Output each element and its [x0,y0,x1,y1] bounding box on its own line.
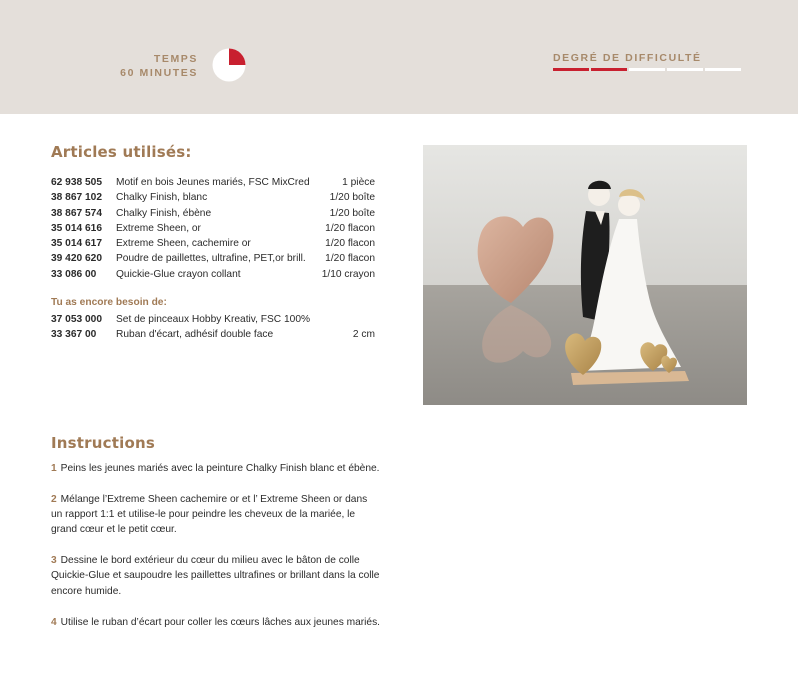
article-code: 35 014 617 [51,238,102,250]
article-row [51,236,375,251]
article-code: 35 014 616 [51,222,102,234]
difficulty-segment [705,68,741,71]
articles-title: Articles utilisés: [51,143,192,161]
article-code: 33 367 00 [51,329,97,341]
article-row [51,327,375,342]
time-info [120,52,198,80]
step-text: Utilise le ruban d’écart pour coller les cœurs lâches aux jeunes mariés. [60,616,381,628]
header-band [0,0,798,114]
article-desc: Extreme Sheen, or [116,222,201,234]
extra-title: Tu as encore besoin de: [51,297,167,308]
difficulty-segment [629,68,665,71]
step-number: 4 [51,616,57,628]
instruction-step [51,615,381,630]
article-qty: 1/20 boîte [329,207,375,219]
difficulty-segment [667,68,703,71]
article-code: 33 086 00 [51,268,97,280]
article-code: 38 867 102 [51,192,102,204]
article-qty: 1 pièce [342,177,375,188]
article-code: 39 420 620 [51,253,102,265]
articles-list [51,175,375,282]
step-number: 3 [51,555,57,567]
step-text: Mélange l’Extreme Sheen cachemire or et l’ Extreme Sheen or dans un rapport 1:1 et utilise-le pour peindre les cheveux de la mariée, le grand cœur et le petit cœur. [51,493,368,536]
article-desc: Chalky Finish, blanc [116,192,208,204]
article-row [51,312,375,327]
article-desc: Set de pinceaux Hobby Kreativ, FSC 100% [116,314,311,325]
article-row [51,221,375,236]
article-qty: 1/20 flacon [325,238,375,250]
step-number: 1 [51,463,57,474]
article-row [51,251,375,266]
difficulty-segment [553,68,589,71]
difficulty-segment [591,68,627,71]
step-text: Peins les jeunes mariés avec la peinture Chalky Finish blanc et ébène. [60,463,380,474]
article-code: 62 938 505 [51,177,102,188]
instruction-step [51,553,381,599]
article-desc: Quickie-Glue crayon collant [116,268,241,280]
product-photo [423,145,747,405]
article-row [51,175,375,190]
article-row [51,267,375,282]
article-row [51,206,375,221]
article-qty: 1/20 flacon [325,253,375,265]
article-code: 37 053 000 [51,314,102,325]
clock-pie-icon [212,48,246,82]
time-label: TEMPS [153,53,198,65]
step-text: Dessine le bord extérieur du cœur du milieu avec le bâton de colle Quickie-Glue et saupoudre les paillettes ultrafines or brillant dans la colle encore humide. [51,555,380,597]
instructions-title: Instructions [51,434,155,452]
article-qty: 2 cm [352,329,375,341]
article-desc: Chalky Finish, ébène [116,207,212,219]
step-number: 2 [51,493,57,505]
article-desc: Ruban d'écart, adhésif double face [116,329,274,341]
article-desc: Extreme Sheen, cachemire or [116,238,251,250]
article-qty: 1/20 boîte [329,192,375,204]
instruction-step [51,461,381,476]
instruction-step [51,492,381,538]
difficulty-meter [553,68,741,71]
article-desc: Motif en bois Jeunes mariés, FSC MixCred [116,177,310,188]
article-qty: 1/20 flacon [325,222,375,234]
time-value: 60 MINUTES [120,67,198,79]
article-row [51,190,375,205]
article-code: 38 867 574 [51,207,102,219]
article-desc: Poudre de paillettes, ultrafine, PET,or brill. [116,253,306,265]
article-qty: 1/10 crayon [321,268,375,280]
instructions-list [51,461,381,645]
difficulty-label: DEGRÉ DE DIFFICULTÉ [553,52,702,64]
extra-articles-list [51,312,375,343]
